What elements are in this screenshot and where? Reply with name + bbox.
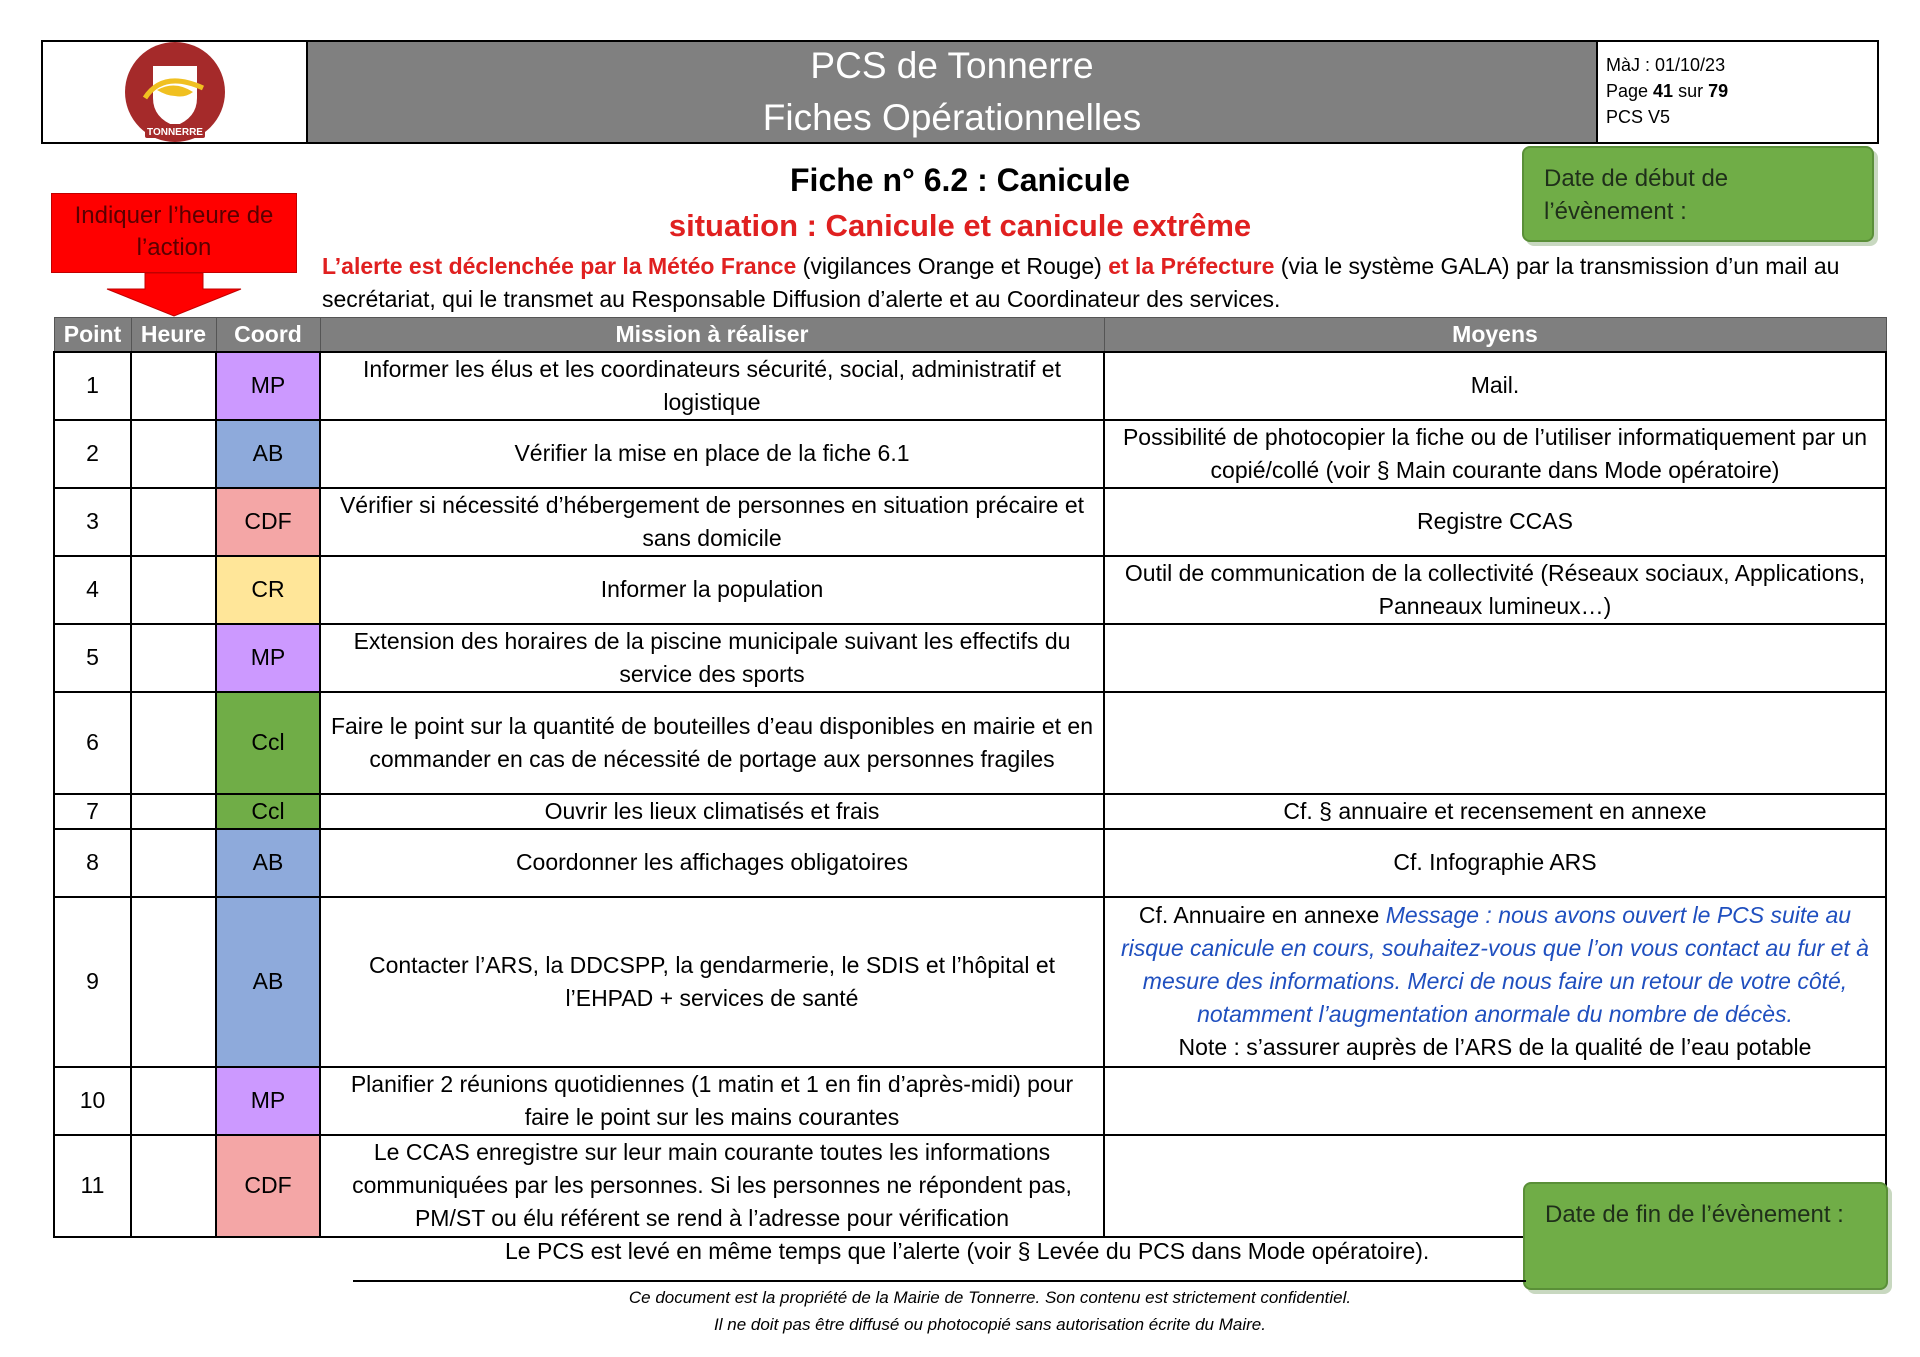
table-row	[54, 1067, 1886, 1135]
point-cell: 3	[54, 488, 131, 556]
mission-cell: Vérifier la mise en place de la fiche 6.1	[320, 420, 1104, 488]
page-number: Page 41 sur 79	[1606, 81, 1729, 101]
heure-input-cell[interactable]	[131, 1135, 216, 1237]
heure-input-cell[interactable]	[131, 692, 216, 794]
moyens-cell: Cf. § annuaire et recensement en annexe	[1104, 794, 1886, 829]
levee-note: Le PCS est levé en même temps que l’alerte (voir § Levée du PCS dans Mode opératoire).	[505, 1238, 1430, 1264]
coord-cell: CDF	[216, 488, 320, 556]
col-header-point: Point	[54, 318, 131, 352]
point-cell: 7	[54, 794, 131, 829]
moyens-cell: Possibilité de photocopier la fiche ou de l’utiliser informatiquement par un copié/collé (voir § Main courante dans Mode opératoire)	[1104, 420, 1886, 488]
end-date-box[interactable]: Date de fin de l’évènement :	[1523, 1182, 1888, 1290]
missions-table	[53, 317, 1887, 1238]
point-cell: 4	[54, 556, 131, 624]
coord-cell: AB	[216, 897, 320, 1067]
mission-cell: Ouvrir les lieux climatisés et frais	[320, 794, 1104, 829]
heure-input-cell[interactable]	[131, 794, 216, 829]
mission-cell: Informer la population	[320, 556, 1104, 624]
header-title-line1: PCS de Tonnerre	[810, 45, 1094, 86]
table-row	[54, 352, 1886, 420]
point-cell: 6	[54, 692, 131, 794]
moyens-cell	[1104, 624, 1886, 692]
mission-cell: Vérifier si nécessité d’hébergement de personnes en situation précaire et sans domicile	[320, 488, 1104, 556]
table-row	[54, 794, 1886, 829]
table-row	[54, 692, 1886, 794]
start-date-box[interactable]: Date de début de l’évènement :	[1522, 146, 1874, 242]
arrow-down-icon	[105, 273, 243, 317]
col-header-mission: Mission à réaliser	[320, 318, 1104, 352]
time-callout: Indiquer l’heure de l’action	[51, 193, 297, 273]
tonnerre-logo-icon	[123, 40, 227, 144]
table-header-row	[54, 318, 1886, 352]
point-cell: 1	[54, 352, 131, 420]
heure-input-cell[interactable]	[131, 352, 216, 420]
point-cell: 11	[54, 1135, 131, 1237]
moyens-cell: Cf. Annuaire en annexe Message : nous avons ouvert le PCS suite au risque canicule en cours, souhaitez-vous que l’on vous contact au fur et à mesure des informations. Merci de nous faire un retour de votre côté, notamment l’augmentation anormale du nombre de décès. Note : s’assurer auprès de l’ARS de la qualité de l’eau potable	[1104, 897, 1886, 1067]
confidential-footer	[0, 1284, 1920, 1338]
heure-input-cell[interactable]	[131, 556, 216, 624]
coord-cell: CDF	[216, 1135, 320, 1237]
coord-cell: Ccl	[216, 692, 320, 794]
header-meta	[1598, 42, 1877, 142]
table-row	[54, 624, 1886, 692]
col-header-coord: Coord	[216, 318, 320, 352]
point-cell: 9	[54, 897, 131, 1067]
moyens-cell: Outil de communication de la collectivité (Réseaux sociaux, Applications, Panneaux lumineux…)	[1104, 556, 1886, 624]
heure-input-cell[interactable]	[131, 624, 216, 692]
footer-line2: Il ne doit pas être diffusé ou photocopié sans autorisation écrite du Maire.	[714, 1315, 1266, 1334]
table-row	[54, 829, 1886, 897]
coord-cell: CR	[216, 556, 320, 624]
table-row	[54, 556, 1886, 624]
header-title-line2: Fiches Opérationnelles	[762, 97, 1142, 138]
moyens-cell	[1104, 692, 1886, 794]
mission-cell: Contacter l’ARS, la DDCSPP, la gendarmerie, le SDIS et l’hôpital et l’EHPAD + services de santé	[320, 897, 1104, 1067]
mission-cell: Faire le point sur la quantité de bouteilles d’eau disponibles en mairie et en commander en cas de nécessité de portage aux personnes fragiles	[320, 692, 1104, 794]
update-date: MàJ : 01/10/23	[1606, 55, 1726, 75]
moyens-cell: Cf. Infographie ARS	[1104, 829, 1886, 897]
col-header-heure: Heure	[131, 318, 216, 352]
svg-text:TONNERRE: TONNERRE	[146, 127, 203, 138]
mission-cell: Planifier 2 réunions quotidiennes (1 matin et 1 en fin d’après-midi) pour faire le point sur les mains courantes	[320, 1067, 1104, 1135]
situation-title: situation : Canicule et canicule extrême	[668, 208, 1252, 243]
table-row	[54, 897, 1886, 1067]
footer-divider	[353, 1280, 1526, 1282]
moyens-cell: Mail.	[1104, 352, 1886, 420]
mission-cell: Extension des horaires de la piscine municipale suivant les effectifs du service des sports	[320, 624, 1104, 692]
heure-input-cell[interactable]	[131, 1067, 216, 1135]
coord-cell: MP	[216, 624, 320, 692]
heure-input-cell[interactable]	[131, 488, 216, 556]
header-title	[308, 42, 1598, 142]
col-header-moyens: Moyens	[1104, 318, 1886, 352]
coord-cell: MP	[216, 352, 320, 420]
coord-cell: AB	[216, 420, 320, 488]
heure-input-cell[interactable]	[131, 420, 216, 488]
point-cell: 10	[54, 1067, 131, 1135]
heure-input-cell[interactable]	[131, 829, 216, 897]
point-cell: 5	[54, 624, 131, 692]
point-cell: 8	[54, 829, 131, 897]
mission-cell: Le CCAS enregistre sur leur main courante toutes les informations communiquées par les personnes. Si les personnes ne répondent pas, PM/ST ou élu référent se rend à l’adresse pour vérification	[320, 1135, 1104, 1237]
mission-cell: Coordonner les affichages obligatoires	[320, 829, 1104, 897]
footer-line1: Ce document est la propriété de la Mairie de Tonnerre. Son contenu est strictement confidentiel.	[628, 1288, 1352, 1307]
table-row	[54, 420, 1886, 488]
moyens-cell: Registre CCAS	[1104, 488, 1886, 556]
coord-cell: MP	[216, 1067, 320, 1135]
coord-cell: AB	[216, 829, 320, 897]
fiche-title: Fiche n° 6.2 : Canicule	[790, 162, 1130, 198]
document-header	[41, 40, 1879, 144]
logo-cell	[43, 42, 308, 142]
pcs-version: PCS V5	[1606, 107, 1671, 127]
coord-cell: Ccl	[216, 794, 320, 829]
moyens-cell	[1104, 1067, 1886, 1135]
point-cell: 2	[54, 420, 131, 488]
heure-input-cell[interactable]	[131, 897, 216, 1067]
alert-intro: L’alerte est déclenchée par la Météo France (vigilances Orange et Rouge) et la Préfecture (via le système GALA) par la transmission d’un mail au secrétariat, qui le transmet au Responsable Diffusion d’alerte et au Coordinateur des services.	[322, 253, 1840, 312]
mission-cell: Informer les élus et les coordinateurs sécurité, social, administratif et logistique	[320, 352, 1104, 420]
table-row	[54, 488, 1886, 556]
